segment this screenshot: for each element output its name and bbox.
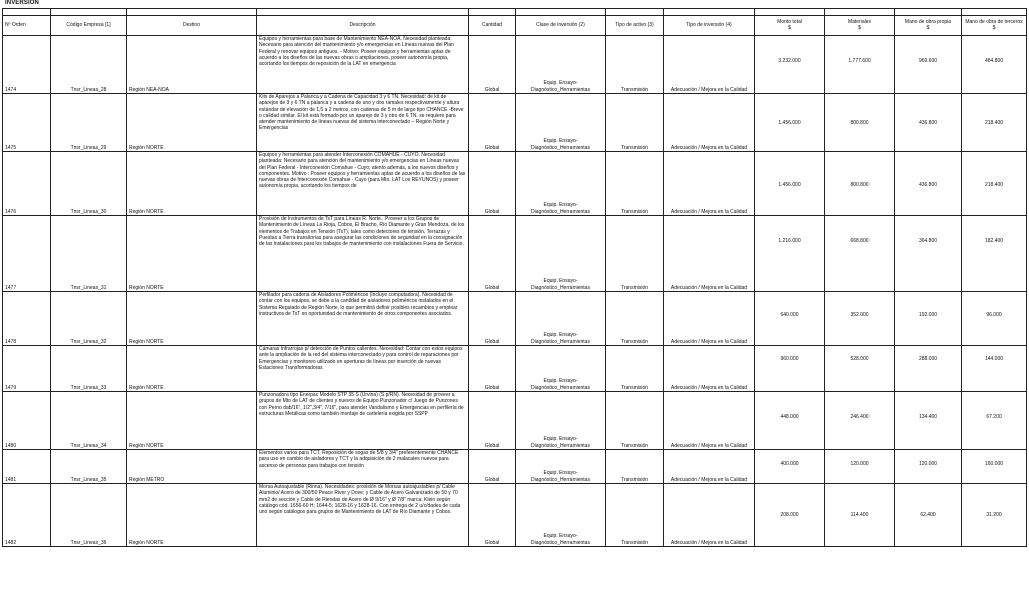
cell-codigo: Tnsr_Lineas_31 (51, 216, 127, 292)
cell-destino: Región NEA-NOA (127, 36, 257, 94)
cell-tipo-activo: Transmisión (606, 94, 664, 152)
cell-materiales (825, 484, 895, 547)
header-monto-total (755, 16, 825, 36)
value-mano-propia: 192.000 (918, 312, 938, 318)
descripcion-text: Cámaras Infrarrojas p/ detección de Puntos calientes. Necesidad: Contar con estos equipos ante la ampliación de la red del sistema interconectado y para control de reparaciones por Emergencias y monitoreo utilizado en aperturas de líneas por inserción de nuevas Estaciones Transformadoras (259, 346, 463, 371)
table-row (3, 152, 1027, 216)
value-mano-propia: 120.000 (918, 461, 938, 467)
value-mano-terceros: 96.000 (986, 312, 1002, 318)
cell-tipo-inversion: Adecuación / Mejora en la Calidad (664, 484, 755, 547)
header-clase: Clase de inversión (2) (516, 16, 606, 36)
cell-mano-terceros (962, 292, 1027, 346)
spreadsheet-page (2, 0, 1027, 597)
cell-clase: Equip. Ensayo-Diagnóstico_Herramientas (516, 36, 606, 94)
header-mano-propia-unit: $ (926, 24, 930, 31)
header-mano-terceros-label: Mano de obra de terceros (965, 18, 1023, 25)
value-mano-terceros: 218.400 (984, 182, 1004, 188)
cell-materiales (825, 36, 895, 94)
cell-destino: Región NORTE (127, 346, 257, 392)
table-row (3, 36, 1027, 94)
cell-tipo-inversion: Adecuación / Mejora en la Calidad (664, 216, 755, 292)
cell-codigo: Tnsr_Lineas_30 (51, 152, 127, 216)
header-row (3, 16, 1027, 36)
value-monto-total: 640.000 (780, 312, 799, 318)
cell-tipo-inversion: Adecuación / Mejora en la Calidad (664, 346, 755, 392)
table-row (3, 292, 1027, 346)
cell-cantidad: Global (469, 392, 516, 450)
table-row (3, 392, 1027, 450)
cell-tipo-activo: Transmisión (606, 216, 664, 292)
cell-descripcion (257, 152, 469, 216)
cell-cantidad: Global (469, 152, 516, 216)
cell-tipo-activo: Transmisión (606, 292, 664, 346)
value-mano-terceros: 67.200 (986, 414, 1002, 420)
header-materiales (825, 16, 895, 36)
cell-mano-terceros (962, 94, 1027, 152)
cell-mano-propia (895, 36, 962, 94)
cell-clase: Equip. Ensayo-Diagnóstico_Herramientas (516, 450, 606, 484)
cell-descripcion (257, 94, 469, 152)
cell-monto-total (755, 152, 825, 216)
value-monto-total: 3.232.000 (778, 58, 801, 64)
cell-cantidad: Global (469, 216, 516, 292)
value-mano-propia: 436.800 (918, 120, 938, 126)
descripcion-text: Elementos varios para TCT, Reposición de sogas de 5/8 y 3/4" preferentemente CHANCE para uso en cambio de aisladores y TCT y la adquisición de 2 malacates nuevos para ascenso de personas para trabajos con tensión (259, 450, 459, 469)
header-mano-terceros (962, 16, 1027, 36)
table-row (3, 346, 1027, 392)
cell-mano-propia (895, 94, 962, 152)
cell-codigo: Tnsr_Lineas_34 (51, 392, 127, 450)
cell-materiales (825, 346, 895, 392)
cell-orden: 1479 (3, 346, 51, 392)
cell-tipo-inversion: Adecuación / Mejora en la Calidad (664, 450, 755, 484)
cell-materiales (825, 392, 895, 450)
cell-clase: Equip. Ensayo-Diagnóstico_Herramientas (516, 484, 606, 547)
value-mano-propia: 436.800 (918, 182, 938, 188)
cell-clase: Equip. Ensayo-Diagnóstico_Herramientas (516, 292, 606, 346)
cell-mano-terceros (962, 36, 1027, 94)
value-mano-propia: 134.400 (918, 414, 938, 420)
value-mano-terceros: 31.200 (986, 512, 1002, 518)
table-row (3, 216, 1027, 292)
cell-codigo: Tnsr_Lineas_28 (51, 36, 127, 94)
descripcion-text: Morsa Autoajustable (Rinna). Necesidades: provisión de Morsas autoajustables p/ Cable Aluminio/ Acero de 300/50 Peace River y Dove; y Cable de Acero Galvanizado de 50 y 70 mm2 de sección y Cable de Riendas de Acero de Ø 9/16" y Ø 7/8" marca: Klein según catálogo cód. 1656-60 H; 1644-5; 1628-16 y 1628-16. Con entrega de 2 u/c/dades de cada uno según catálogos para grupos de Mantenimiento de LAT de Río Diamante y Cobos. (259, 484, 461, 516)
header-tipo-inversion: Tipo de inversión (4) (664, 16, 755, 36)
cell-codigo: Tnsr_Lineas_29 (51, 94, 127, 152)
cell-cantidad: Global (469, 346, 516, 392)
value-materiales: 1.777.600 (848, 58, 871, 64)
cell-codigo: Tnsr_Lineas_35 (51, 450, 127, 484)
header-monto-total-unit: $ (788, 24, 791, 31)
cell-materiales (825, 216, 895, 292)
value-materiales: 352.000 (850, 312, 869, 318)
header-cantidad: Cantidad (469, 16, 516, 36)
cell-mano-propia (895, 392, 962, 450)
value-mano-propia: 62.400 (920, 512, 936, 518)
descripcion-text: Equipos y herramientas para base de Mantenimiento NEA-NOA. Necesidad planteada: Necesario para atención del mantenimiento y/o emergencias en Líneas nuevas del Plan Federal y renovar equipos antiguos. - Motivo: Poseer equipos y herramientas aptas de acuerdo a los diseños de las nuevas obras o ampliaciones, poseer autonomía propia, acortando los tiempos de reposición de la LAT en emergencia (259, 36, 454, 68)
cell-materiales (825, 292, 895, 346)
cell-tipo-inversion: Adecuación / Mejora en la Calidad (664, 152, 755, 216)
cell-orden: 1480 (3, 392, 51, 450)
cell-clase: Equip. Ensayo-Diagnóstico_Herramientas (516, 216, 606, 292)
value-mano-propia: 288.000 (918, 356, 938, 362)
value-materiales: 114.400 (850, 512, 869, 518)
cell-descripcion (257, 216, 469, 292)
value-materiales: 528.000 (850, 356, 869, 362)
cell-tipo-activo: Transmisión (606, 392, 664, 450)
header-descripcion: Descripción (257, 16, 469, 36)
value-mano-terceros: 160.000 (984, 461, 1004, 467)
cell-cantidad: Global (469, 484, 516, 547)
cell-mano-terceros (962, 450, 1027, 484)
table-row (3, 94, 1027, 152)
header-orden: Nº Orden (3, 16, 51, 36)
cell-materiales (825, 152, 895, 216)
cell-mano-propia (895, 292, 962, 346)
value-mano-propia: 969.600 (918, 58, 938, 64)
table-row (3, 484, 1027, 547)
cell-mano-propia (895, 152, 962, 216)
sheet-title: INVERSIÓN (5, 0, 39, 6)
cell-cantidad: Global (469, 94, 516, 152)
cell-destino: Región NORTE (127, 152, 257, 216)
header-mano-propia (895, 16, 962, 36)
cell-tipo-activo: Transmisión (606, 152, 664, 216)
cell-tipo-activo: Transmisión (606, 36, 664, 94)
descripcion-text: Equipos y herramientas para atender Interconexión COMAHUE - CUYO. Necesidad planteada: Necesario para atención del mantenimiento y/o emergencias en Líneas nuevas del Plan Federal - Interconexión Comahue - Cuyo; atento además, a los nuevos diseños y componentes. Motivo : Poseer equipos y herramientas aptas de acuerdo a los diseños de las nuevas obras de Interconexión Comahue - Cuyo (para Mto. LAT Los REYUNOS) y poseer autonomía propia, acortando los tiempos de (259, 152, 466, 190)
cell-mano-propia (895, 216, 962, 292)
value-materiales: 800.800 (850, 120, 869, 126)
cell-destino: Región NORTE (127, 216, 257, 292)
cell-descripcion (257, 484, 469, 547)
cell-orden: 1478 (3, 292, 51, 346)
cell-tipo-inversion: Adecuación / Mejora en la Calidad (664, 36, 755, 94)
cell-monto-total (755, 392, 825, 450)
value-mano-propia: 364.800 (918, 238, 938, 244)
cell-monto-total (755, 346, 825, 392)
cell-orden: 1475 (3, 94, 51, 152)
cell-descripcion (257, 346, 469, 392)
value-materiales: 668.800 (850, 238, 869, 244)
cell-descripcion (257, 392, 469, 450)
cell-orden: 1476 (3, 152, 51, 216)
cell-mano-terceros (962, 346, 1027, 392)
cell-clase: Equip. Ensayo-Diagnóstico_Herramientas (516, 94, 606, 152)
cell-destino: Región METRO (127, 450, 257, 484)
cell-materiales (825, 94, 895, 152)
cell-codigo: Tnsr_Lineas_33 (51, 346, 127, 392)
header-materiales-label: Materiales (847, 18, 872, 25)
cell-orden: 1482 (3, 484, 51, 547)
cell-descripcion (257, 292, 469, 346)
cell-mano-terceros (962, 392, 1027, 450)
descripcion-text: Punzonadora tipo Enerpac Modelo STP 35 S (Urvina) (S p/RN). Necesidad de proveer a grupos de Mto de LAT de clientes y nuevos de Equipo Punzonador c/ Juego de Punzones con Perno dab/16", 1/2",3/4", 7/16", para atender Vandalismo y Emergencias en perfilería de estructuras Metálicas como también montaje de cartelería exigida por SSPP (259, 392, 464, 417)
cell-tipo-activo: Transmisión (606, 450, 664, 484)
header-mano-terceros-unit: $ (992, 24, 996, 31)
descripcion-text: Perfilador para cadena de Aisladores Poliméricos (Incluye computadora). Necesidad de contar con los equipos, se debe a la cantidad de aisladores poliméricos instalados en el Sistema Regulado de Región Norte, lo que permitirá definir posibles recambios y emplear instructivos de TsT en oportunidad de mantenimiento de otros componentes asociados. (259, 292, 458, 317)
cell-clase: Equip. Ensayo-Diagnóstico_Herramientas (516, 392, 606, 450)
header-materiales-unit: $ (858, 24, 861, 31)
cell-destino: Región NORTE (127, 94, 257, 152)
header-destino: Destino (127, 16, 257, 36)
cell-clase: Equip. Ensayo-Diagnóstico_Herramientas (516, 346, 606, 392)
value-mano-terceros: 182.400 (984, 238, 1004, 244)
value-mano-terceros: 218.400 (984, 120, 1004, 126)
value-monto-total: 400.000 (780, 461, 799, 467)
cell-mano-terceros (962, 216, 1027, 292)
cell-materiales (825, 450, 895, 484)
cell-orden: 1474 (3, 36, 51, 94)
value-monto-total: 208.000 (780, 512, 799, 518)
table-row (3, 450, 1027, 484)
cell-destino: Región NORTE (127, 292, 257, 346)
cell-destino: Región NORTE (127, 484, 257, 547)
cell-mano-propia (895, 484, 962, 547)
value-monto-total: 448.000 (780, 414, 799, 420)
cell-monto-total (755, 216, 825, 292)
value-materiales: 120.000 (850, 461, 869, 467)
cell-tipo-inversion: Adecuación / Mejora en la Calidad (664, 292, 755, 346)
cell-clase: Equip. Ensayo-Diagnóstico_Herramientas (516, 152, 606, 216)
cell-cantidad: Global (469, 292, 516, 346)
investment-table (2, 8, 1027, 547)
value-materiales: 246.400 (850, 414, 869, 420)
header-codigo: Código Empresa [1] (51, 16, 127, 36)
cell-mano-terceros (962, 484, 1027, 547)
cell-codigo: Tnsr_Lineas_32 (51, 292, 127, 346)
cell-monto-total (755, 94, 825, 152)
cell-mano-propia (895, 450, 962, 484)
value-monto-total: 1.456.000 (778, 182, 801, 188)
cell-tipo-inversion: Adecuación / Mejora en la Calidad (664, 392, 755, 450)
value-monto-total: 1.216.000 (778, 238, 801, 244)
cell-tipo-inversion: Adecuación / Mejora en la Calidad (664, 94, 755, 152)
cell-orden: 1477 (3, 216, 51, 292)
value-monto-total: 1.456.000 (778, 120, 801, 126)
value-materiales: 800.800 (850, 182, 869, 188)
cell-mano-propia (895, 346, 962, 392)
header-spacer-row (3, 9, 1027, 16)
cell-monto-total (755, 450, 825, 484)
cell-tipo-activo: Transmisión (606, 346, 664, 392)
cell-destino: Región NORTE (127, 392, 257, 450)
cell-orden: 1481 (3, 450, 51, 484)
header-monto-total-label: Monto total (777, 18, 802, 25)
cell-codigo: Tnsr_Lineas_36 (51, 484, 127, 547)
cell-monto-total (755, 292, 825, 346)
descripcion-text: Kits de Aparejos a Palanca y a Cadena de Capacidad 3 y 6 TN. Necesidad: de kit de aparejos de 3 y 6 TN a palanca y a cadena de uno y dos ramales respectivamente y altura estándar de elevación de 1,5 a 2 metros, con cadenas de 5 m de largo tipo CHANCE -Breve o calidad similar. El kit está formado por un aparejo de 3 y otro de 6 TN. se requiere para atender mantenimiento de líneas nuevas del sistema interconectado – Región Norte y Emergencias (259, 94, 464, 132)
header-mano-propia-label: Mano de obra propia (904, 18, 952, 25)
value-mano-terceros: 144.000 (984, 356, 1004, 362)
descripcion-text: Provisión de Instrumentos de TsT para Líneas R. Norte.. Proveer a los Grupos de Mantenimiento de Líneas La Rioja, Cobos, El Bracho, Río Diamante y Gran Mendoza, de los elementos de Trabajos en Tensión (TsT), tales como detectores de tensión, Terrazas y Puestas a Tierra transitorias para asegurar las condiciones de seguridad en la consignación de las instalaciones para los trabajos de mantenimiento con instalaciones Fuera de Servicio. (259, 216, 465, 248)
cell-monto-total (755, 36, 825, 94)
header-tipo-activo: Tipo de activo (3) (606, 16, 664, 36)
cell-descripcion (257, 450, 469, 484)
value-monto-total: 960.000 (780, 356, 799, 362)
cell-monto-total (755, 484, 825, 547)
cell-descripcion (257, 36, 469, 94)
value-mano-terceros: 484.800 (984, 58, 1004, 64)
cell-cantidad: Global (469, 36, 516, 94)
cell-cantidad: Global (469, 450, 516, 484)
cell-tipo-activo: Transmisión (606, 484, 664, 547)
cell-mano-terceros (962, 152, 1027, 216)
